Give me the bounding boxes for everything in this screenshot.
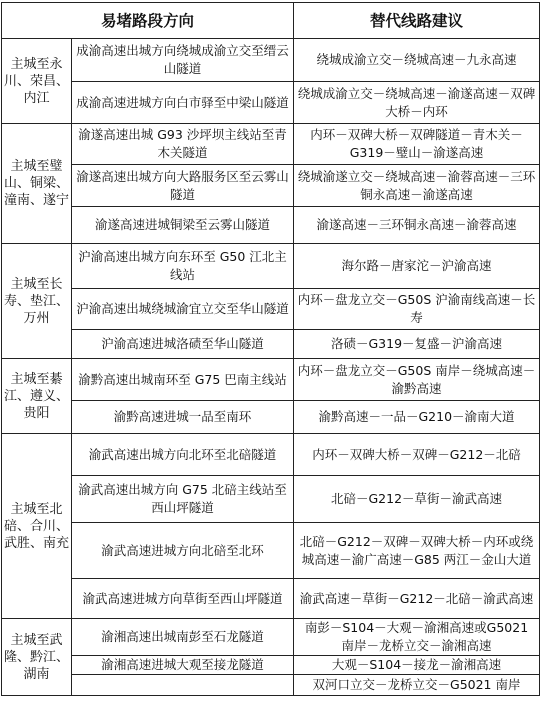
table-row	[2, 82, 540, 124]
segment-cell: 成渝高速出城方向绕城成渝立交至缙云山隧道	[72, 39, 294, 82]
table-row	[2, 656, 540, 675]
alternative-cell: 洛碛－G319－复盛－沪渝高速	[294, 330, 540, 359]
segment-cell: 沪渝高速出城方向东环至 G50 江北主线站	[72, 244, 294, 289]
alternative-cell: 渝遂高速－三环铜永高速－渝蓉高速	[294, 207, 540, 244]
detour-table	[1, 2, 540, 696]
region-cell: 主城至璧山、铜梁、潼南、遂宁	[2, 124, 72, 244]
segment-cell: 成渝高速进城方向白市驿至中梁山隧道	[72, 82, 294, 124]
alternative-cell: 内环－盘龙立交－G50S 南岸－绕城高速－渝黔高速	[294, 359, 540, 401]
segment-cell: 渝湘高速进城大观至接龙隧道	[72, 656, 294, 675]
header-alternative: 替代线路建议	[294, 3, 540, 39]
segment-cell: 沪渝高速出城绕城渝宜立交至华山隧道	[72, 289, 294, 330]
table-row	[2, 476, 540, 523]
segment-cell: 渝遂高速出城方向大路服务区至云雾山隧道	[72, 165, 294, 207]
header-row	[2, 3, 540, 39]
alternative-cell: 海尔路－唐家沱－沪渝高速	[294, 244, 540, 289]
table-row	[2, 619, 540, 656]
alternative-cell: 渝武高速－草街－G212－北碚－渝武高速	[294, 579, 540, 619]
segment-cell: 渝遂高速出城 G93 沙坪坝主线站至青木关隧道	[72, 124, 294, 165]
table-row	[2, 165, 540, 207]
alternative-cell: 绕城渝遂立交－绕城高速－渝蓉高速－三环铜永高速－渝遂高速	[294, 165, 540, 207]
table-row	[2, 39, 540, 82]
table-row	[2, 289, 540, 330]
alternative-cell: 内环－双碑大桥－双碑－G212－北碚	[294, 434, 540, 476]
alternative-cell: 南彭－S104－大观－渝湘高速或G5021 南岸－龙桥立交－渝湘高速	[294, 619, 540, 656]
alternative-cell: 内环－盘龙立交－G50S 沪渝南线高速－长寿	[294, 289, 540, 330]
segment-cell: 渝武高速出城方向北环至北碚隧道	[72, 434, 294, 476]
segment-cell: 渝武高速进城方向草街至西山坪隧道	[72, 579, 294, 619]
segment-cell: 渝武高速出城方向 G75 北碚主线站至西山坪隧道	[72, 476, 294, 523]
table-row	[2, 523, 540, 579]
table-row	[2, 675, 540, 696]
region-cell: 主城至武隆、黔江、湖南	[2, 619, 72, 696]
alternative-cell: 双河口立交－龙桥立交－G5021 南岸	[294, 675, 540, 696]
segment-cell: 渝湘高速出城南彭至石龙隧道	[72, 619, 294, 656]
table-row	[2, 124, 540, 165]
segment-cell: 渝黔高速出城南环至 G75 巴南主线站	[72, 359, 294, 401]
alternative-cell: 北碚－G212－双碑－双碑大桥－内环或绕城高速－渝广高速－G85 两江－金山大道	[294, 523, 540, 579]
region-cell: 主城至长寿、垫江、万州	[2, 244, 72, 359]
table-row	[2, 359, 540, 401]
segment-cell: 渝遂高速进城铜梁至云雾山隧道	[72, 207, 294, 244]
table-row	[2, 330, 540, 359]
alternative-cell: 内环－双碑大桥－双碑隧道－青木关－G319－璧山－渝遂高速	[294, 124, 540, 165]
alternative-cell: 渝黔高速－一品－G210－渝南大道	[294, 401, 540, 434]
segment-cell: 渝武高速进城方向北碚至北环	[72, 523, 294, 579]
segment-cell: 沪渝高速进城洛碛至华山隧道	[72, 330, 294, 359]
region-cell: 主城至永川、荣昌、内江	[2, 39, 72, 124]
alternative-cell: 绕城成渝立交－绕城高速－渝遂高速－双碑大桥－内环	[294, 82, 540, 124]
alternative-cell: 绕城成渝立交－绕城高速－九永高速	[294, 39, 540, 82]
table-row	[2, 244, 540, 289]
alternative-cell: 北碚－G212－草街－渝武高速	[294, 476, 540, 523]
alternative-cell: 大观－S104－接龙－渝湘高速	[294, 656, 540, 675]
segment-cell: 渝黔高速进城一品至南环	[72, 401, 294, 434]
table-row	[2, 434, 540, 476]
table-row	[2, 579, 540, 619]
header-segment: 易堵路段方向	[2, 3, 294, 39]
segment-cell	[72, 675, 294, 696]
table-row	[2, 401, 540, 434]
region-cell: 主城至北碚、合川、武胜、南充	[2, 434, 72, 619]
table-row	[2, 207, 540, 244]
region-cell: 主城至綦江、遵义、贵阳	[2, 359, 72, 434]
